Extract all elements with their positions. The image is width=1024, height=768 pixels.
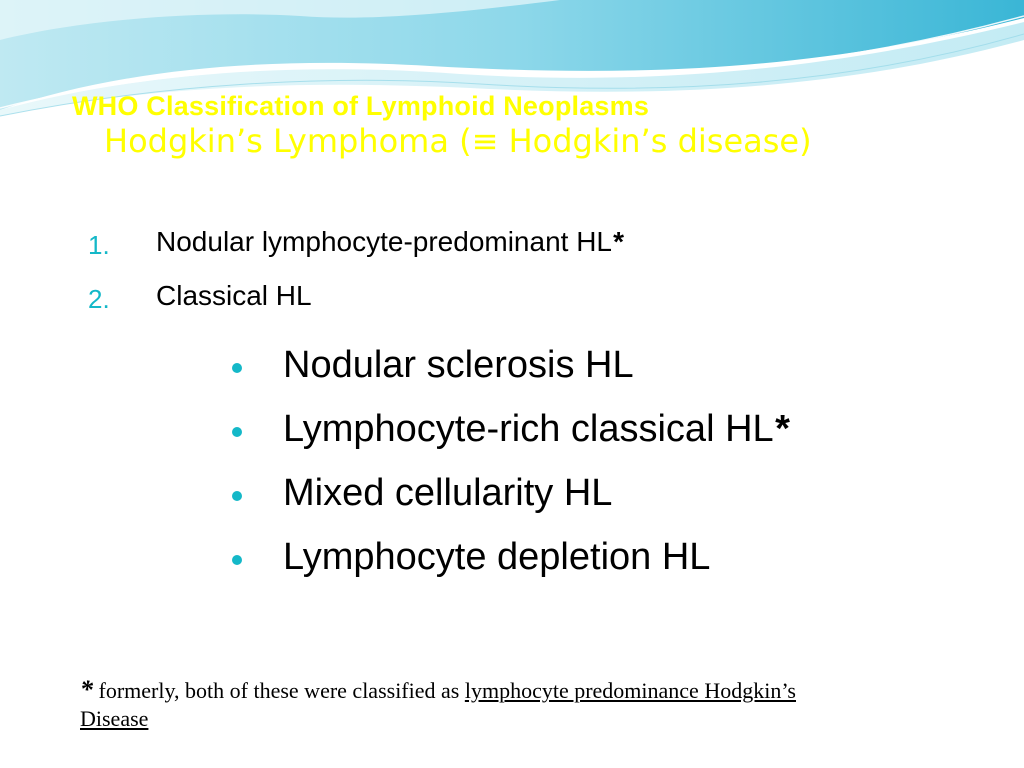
numbered-item-text (156, 280, 312, 312)
asterisk-mark: * (773, 408, 789, 450)
bullet-dot-icon (232, 491, 242, 501)
numbered-item-label: Classical HL (156, 280, 312, 311)
numbered-item-label: Nodular lymphocyte-predominant HL (156, 226, 612, 257)
slide-title-line-2: Hodgkin’s Lymphoma (≡ Hodgkin’s disease) (104, 122, 812, 160)
bullet-item-label: Lymphocyte-rich classical HL (283, 408, 774, 450)
bullet-dot-icon (232, 363, 242, 373)
numbered-item-number: 1. (88, 230, 110, 260)
footnote-underlined-text-end: Disease (80, 706, 149, 731)
footnote-prefix: formerly, both of these were classified as (93, 678, 465, 703)
footnote-underlined-text: lymphocyte predominance Hodgkin’s (464, 678, 796, 703)
footnote (80, 676, 980, 733)
bullet-item-label: Mixed cellularity HL (283, 472, 613, 514)
bullet-item-label: Nodular sclerosis HL (283, 344, 634, 386)
slide-title-line-1: WHO Classification of Lymphoid Neoplasms (72, 91, 650, 121)
bullet-item-label: Lymphocyte depletion HL (283, 536, 711, 578)
asterisk-mark: * (612, 226, 623, 257)
numbered-item-text (156, 226, 623, 258)
bullet-dot-icon (232, 555, 242, 565)
bullet-item-text (283, 408, 788, 451)
bullet-dot-icon (232, 427, 242, 437)
numbered-item-number: 2. (88, 284, 110, 314)
footnote-asterisk: * (80, 675, 93, 704)
